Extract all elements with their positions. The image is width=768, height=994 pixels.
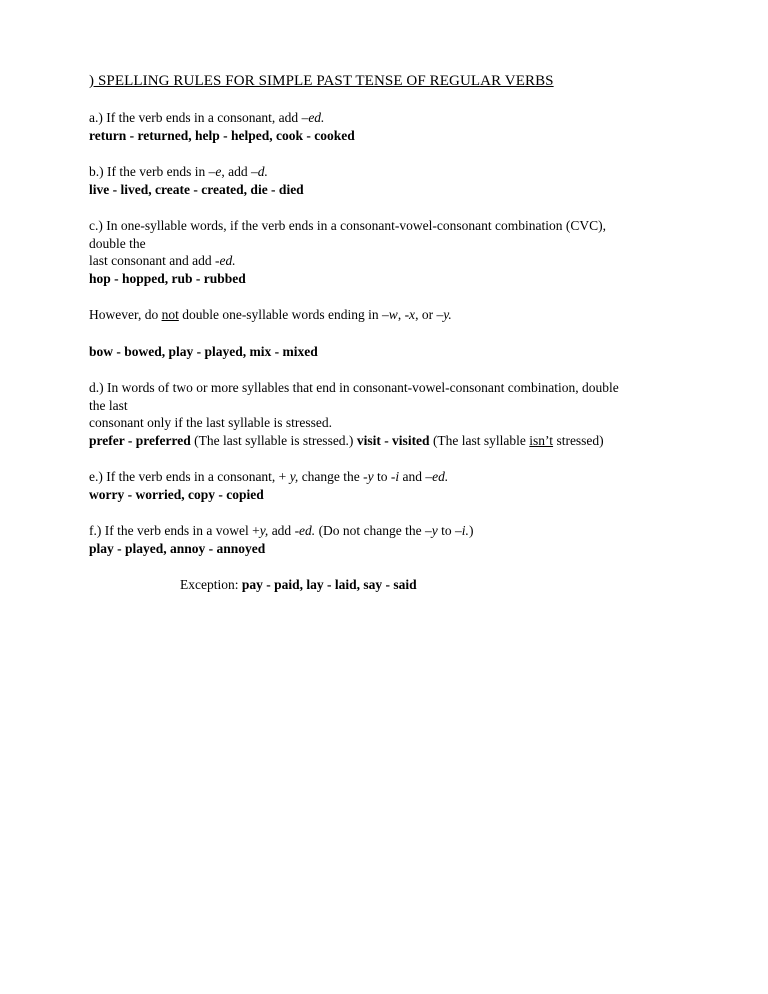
rule-e-statement: e.) If the verb ends in a consonant, + y, change the -y to -i and –ed.: [89, 469, 449, 484]
however-note: [89, 306, 689, 324]
ending-text: –e: [208, 164, 222, 179]
rule-d-examples: prefer - preferred (The last syllable is stressed.) visit - visited (The last syllable isn’t stressed): [89, 432, 604, 448]
rule-d-line-2: the last: [89, 397, 128, 413]
rule-f: [89, 522, 689, 557]
isnt-emphasis: isn’t: [529, 432, 554, 448]
exception-examples: pay - paid, lay - laid, say - said: [241, 577, 417, 592]
rule-a: [89, 109, 689, 144]
rule-e: [89, 468, 689, 503]
rule-d-line-3: consonant only if the last syllable is stressed.: [89, 415, 332, 430]
rule-f-statement: f.) If the verb ends in a vowel +y, add -ed. (Do not change the –y to –i.): [89, 523, 474, 538]
rule-a-statement: a.) If the verb ends in a consonant, add –ed.: [89, 110, 325, 125]
exception-label: Exception:: [180, 577, 242, 592]
rule-d-line-1: d.) In words of two or more syllables that end in consonant-vowel-consonant combination, double: [89, 380, 619, 395]
rule-c: [89, 217, 689, 287]
page-title: ) SPELLING RULES FOR SIMPLE PAST TENSE OF REGULAR VERBS: [89, 73, 554, 89]
rule-b-statement: b.) If the verb ends in –e, add –d.: [89, 164, 268, 179]
rule-c-line-2: double the: [89, 235, 146, 251]
rule-b-examples: live - lived, create - created, die - died: [89, 181, 304, 197]
suffix-text: -ed.: [214, 253, 236, 268]
exception-line: [89, 576, 689, 594]
rule-a-examples: return - returned, help - helped, cook - cooked: [89, 127, 355, 143]
rule-e-examples: worry - worried, copy - copied: [89, 486, 264, 502]
rule-b: [89, 163, 689, 198]
rule-c-line-1: c.) In one-syllable words, if the verb ends in a consonant-vowel-consonant combination (CVC),: [89, 218, 606, 233]
rule-f-examples: play - played, annoy - annoyed: [89, 540, 266, 556]
exception-block: [89, 576, 689, 594]
however-statement: However, do not double one-syllable words ending in –w, -x, or –y.: [89, 307, 452, 322]
suffix-text: –d.: [250, 164, 268, 179]
however-examples-block: [89, 343, 689, 361]
rule-d: [89, 379, 689, 449]
document-page: [89, 72, 689, 613]
rule-c-examples: hop - hopped, rub - rubbed: [89, 270, 246, 286]
however-examples: bow - bowed, play - played, mix - mixed: [89, 343, 318, 359]
rule-c-line-3: last consonant and add -ed.: [89, 253, 236, 268]
not-emphasis: not: [161, 307, 179, 322]
suffix-text: –ed.: [301, 110, 325, 125]
